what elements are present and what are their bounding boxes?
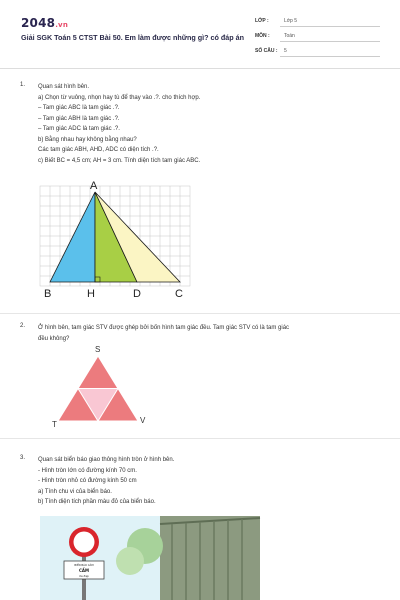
label-s: S <box>95 345 101 354</box>
question-line: a) Tính chu vi của biển báo. <box>38 488 112 495</box>
question-line: c) Biết BC = 4,5 cm; AH = 3 cm. Tính diện tích tam giác ABC. <box>38 157 201 164</box>
triangle-abh <box>50 192 95 282</box>
count-label: SỐ CÂU : <box>255 48 278 54</box>
subject-label: MÔN : <box>255 33 270 39</box>
divider <box>0 313 400 314</box>
grade-value: Lớp 5 <box>284 18 298 24</box>
question-line: - Hình tròn lớn có đường kính 70 cm. <box>38 467 137 474</box>
label-c: C <box>175 288 183 300</box>
plate-line-3: Xe đạp <box>79 574 89 578</box>
label-t: T <box>52 420 57 429</box>
question-3-number: 3. <box>20 455 26 461</box>
question-line: b) Bằng nhau hay không bằng nhau? <box>38 136 137 143</box>
count-value: 5 <box>284 48 287 54</box>
question-line: – Tam giác ABH là tam giác .?. <box>38 115 120 122</box>
question-line: đều không? <box>38 335 70 342</box>
document-header <box>0 0 400 69</box>
count-line <box>280 56 380 57</box>
question-2-number: 2. <box>20 323 26 329</box>
triangle-abc-figure <box>30 178 200 303</box>
question-line: Các tam giác ABH, AHD, ADC có diện tích .?. <box>38 147 159 153</box>
label-a: A <box>90 180 98 192</box>
question-line: - Hình tròn nhỏ có đường kính 50 cm <box>38 478 137 484</box>
logo-main: 2048 <box>21 16 56 30</box>
question-line: Quan sát hình bên. <box>38 84 90 90</box>
logo-tld: .vn <box>55 21 69 29</box>
label-v: V <box>140 416 146 425</box>
site-logo[interactable] <box>21 16 68 30</box>
sign-inner-white <box>74 532 95 553</box>
grade-label: LỚP : <box>255 18 269 24</box>
question-line: – Tam giác ABC là tam giác .?. <box>38 105 120 111</box>
question-line: – Tam giác ADC là tam giác .?. <box>38 126 120 132</box>
question-line: b) Tính diện tích phần màu đỏ của biển báo. <box>38 499 156 505</box>
subject-value: Toán <box>284 33 295 39</box>
label-h: H <box>87 288 95 300</box>
question-1-number: 1. <box>20 82 26 88</box>
plate-line-1: BIỂN BÁO CẤM <box>74 564 94 567</box>
plate-line-2: CẤM <box>78 568 90 573</box>
triangle-stv-figure <box>48 343 158 428</box>
label-d: D <box>133 288 141 300</box>
divider <box>0 438 400 439</box>
document-title: Giải SGK Toán 5 CTST Bài 50. Em làm được những gì? có đáp án <box>21 33 245 42</box>
grade-line <box>280 26 380 27</box>
question-line: a) Chọn từ vuông, nhọn hay tù để thay vào .?. cho thích hợp. <box>38 94 201 101</box>
subject-line <box>280 41 380 42</box>
question-line: Quan sát biển báo giao thông hình tròn ở hình bên. <box>38 457 175 463</box>
label-b: B <box>44 288 52 300</box>
traffic-sign-photo <box>40 516 260 600</box>
question-line: Ở hình bên, tam giác STV được ghép bởi bốn hình tam giác đều. Tam giác STV có là tam giác <box>38 325 290 331</box>
